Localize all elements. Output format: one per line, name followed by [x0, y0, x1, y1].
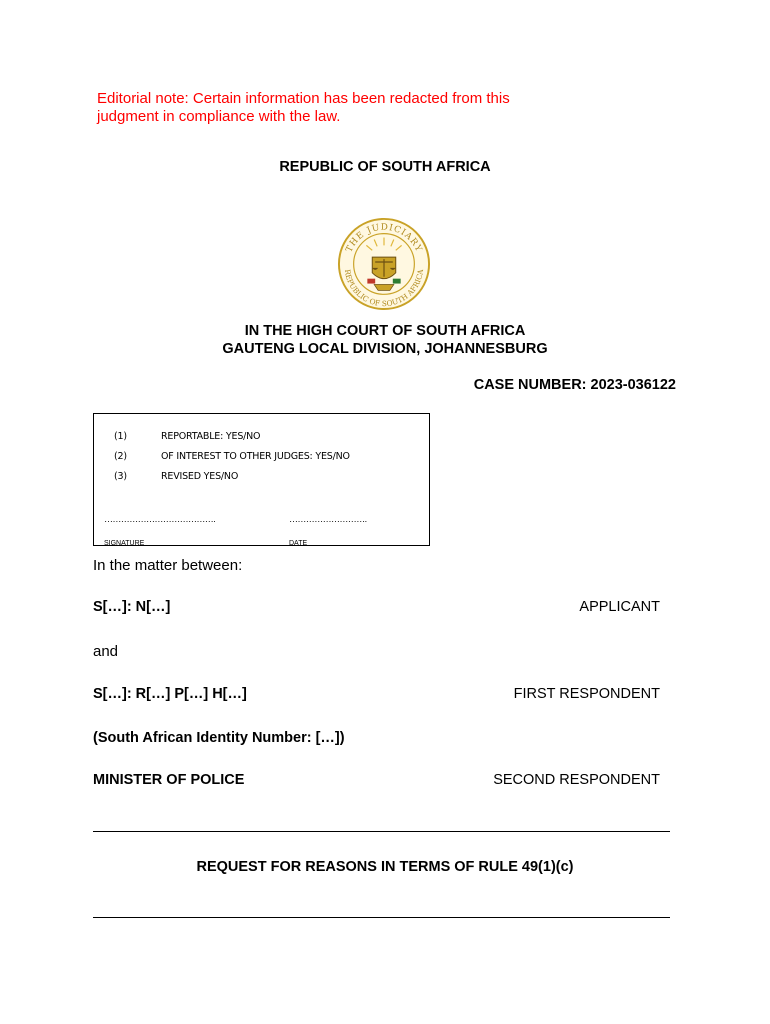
date-line: ……………………….	[289, 514, 367, 524]
editorial-note-line-1: Editorial note: Certain information has been redacted from this	[97, 90, 510, 107]
reportable-item	[114, 431, 260, 442]
top-divider	[93, 831, 670, 832]
reportable-item-number: (1)	[114, 431, 127, 442]
identity-number: (South African Identity Number: […])	[93, 730, 345, 746]
second-respondent-name: MINISTER OF POLICE	[93, 772, 245, 788]
first-respondent-role: FIRST RESPONDENT	[513, 686, 660, 702]
case-number: CASE NUMBER: 2023-036122	[473, 377, 676, 393]
reportable-item-label: REPORTABLE: YES/NO	[161, 431, 261, 442]
revised-item-label: REVISED YES/NO	[161, 471, 239, 482]
signature-line: ………………………………….	[104, 514, 216, 524]
judiciary-seal-icon	[335, 216, 433, 310]
interest-item	[114, 451, 350, 462]
court-division: GAUTENG LOCAL DIVISION, JOHANNESBURG	[222, 341, 548, 357]
court-name: IN THE HIGH COURT OF SOUTH AFRICA	[244, 323, 526, 339]
second-respondent-role: SECOND RESPONDENT	[493, 772, 660, 788]
applicant-role: APPLICANT	[579, 599, 660, 615]
seal-bottom-text: REPUBLIC OF SOUTH AFRICA	[342, 268, 426, 309]
reportable-box	[93, 413, 430, 546]
interest-item-number: (2)	[114, 451, 127, 462]
interest-item-label: OF INTEREST TO OTHER JUDGES: YES/NO	[161, 451, 350, 462]
and-text: and	[93, 643, 119, 660]
seal-top-text: THE JUDICIARY	[344, 222, 424, 255]
applicant-name: S[…]: N[…]	[93, 599, 171, 615]
revised-item	[114, 471, 238, 482]
bottom-divider	[93, 917, 670, 918]
first-respondent-name: S[…]: R[…] P[…] H[…]	[93, 686, 247, 702]
signature-label: SIGNATURE	[104, 540, 145, 546]
editorial-note-line-2: judgment in compliance with the law.	[97, 108, 341, 125]
date-label: DATE	[289, 540, 308, 546]
revised-item-number: (3)	[114, 471, 127, 482]
republic-heading: REPUBLIC OF SOUTH AFRICA	[279, 159, 491, 175]
document-title: REQUEST FOR REASONS IN TERMS OF RULE 49(1)(c)	[196, 859, 574, 875]
editorial-note	[97, 90, 510, 126]
matter-intro: In the matter between:	[93, 557, 243, 574]
